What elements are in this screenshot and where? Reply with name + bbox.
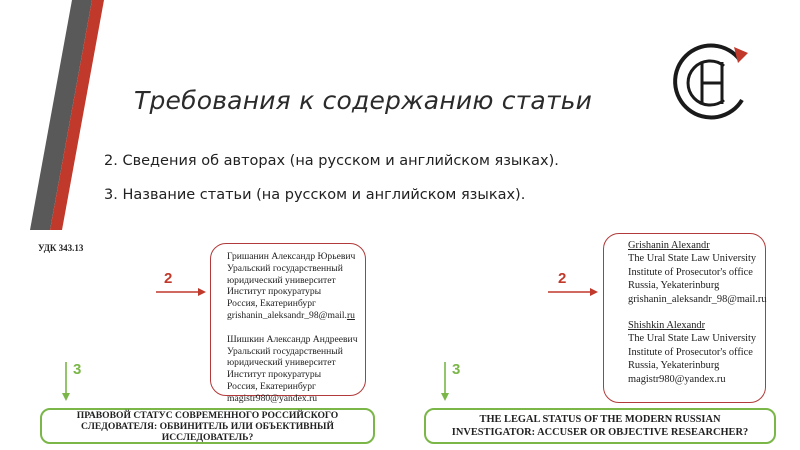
article-title-box-english	[424, 408, 776, 444]
udk-code: УДК 343.13	[38, 243, 84, 253]
author-name: Grishanin Alexandr	[628, 240, 710, 251]
author-name: Шишкин Александр Андреевич	[227, 333, 358, 345]
author-email: magistr980@yandex.ru	[628, 373, 726, 385]
author-name: Гришанин Александр Юрьевич	[227, 251, 356, 262]
author-org-line: Россия, Екатеринбург	[227, 380, 316, 392]
author-block	[628, 239, 765, 306]
red-arrow-ru	[156, 288, 206, 296]
author-org-line: The Ural State Law University	[628, 333, 757, 345]
red-arrow-en	[548, 288, 598, 296]
author-org-line: Институт прокуратуры	[227, 286, 322, 298]
green-arrow-en	[441, 362, 449, 401]
article-title-russian: ПРАВОВОЙ СТАТУС СОВРЕМЕННОГО РОССИЙСКОГО СЛЕДОВАТЕЛЯ: ОБВИНИТЕЛЬ ИЛИ ОБЪЕКТИВНЫЙ ИССЛЕДОВАТЕЛЬ?	[76, 409, 339, 443]
author-email: grishanin_aleksandr_98@mail.ru	[628, 293, 767, 305]
author-block	[628, 319, 765, 386]
requirement-item-title: 3. Название статьи (на русском и английском языках).	[104, 187, 526, 203]
decorative-stripes	[0, 0, 120, 230]
author-org-line: Уральский государственный	[227, 345, 343, 357]
author-org-line: Россия, Екатеринбург	[227, 298, 316, 310]
marker-3-ru: 3	[73, 361, 82, 378]
author-email: grishanin_aleksandr_98@mail.ru	[227, 309, 355, 321]
author-org-line: Уральский государственный	[227, 262, 343, 274]
author-org-line: Институт прокуратуры	[227, 369, 322, 381]
green-arrow-ru	[62, 362, 70, 401]
article-title-english: THE LEGAL STATUS OF THE MODERN RUSSIAN INVESTIGATOR: ACCUSER OR OBJECTIVE RESEARCHER?	[451, 414, 749, 438]
author-block	[227, 251, 365, 322]
author-org-line: юридический университет	[227, 357, 336, 369]
author-org-line: Russia, Yekaterinburg	[628, 360, 720, 372]
author-org-line: Institute of Prosecutor's office	[628, 266, 753, 278]
marker-2-ru: 2	[164, 270, 173, 287]
requirement-item-authors: 2. Сведения об авторах (на русском и английском языках).	[104, 153, 559, 169]
author-name: Shishkin Alexandr	[628, 320, 706, 332]
authors-box-russian	[210, 243, 366, 404]
marker-2-en: 2	[558, 270, 567, 287]
author-org-line: Institute of Prosecutor's office	[628, 346, 753, 358]
article-title-box-russian	[40, 408, 375, 444]
author-email: magistr980@yandex.ru	[227, 392, 318, 404]
marker-3-en: 3	[452, 361, 461, 378]
ch-monogram-logo-icon	[664, 38, 754, 128]
authors-box-english	[603, 233, 766, 403]
slide-title: Требования к содержанию статьи	[134, 86, 593, 115]
author-org-line: The Ural State Law University	[628, 253, 757, 265]
author-org-line: Russia, Yekaterinburg	[628, 280, 720, 292]
author-org-line: юридический университет	[227, 274, 336, 286]
author-block	[227, 334, 365, 405]
